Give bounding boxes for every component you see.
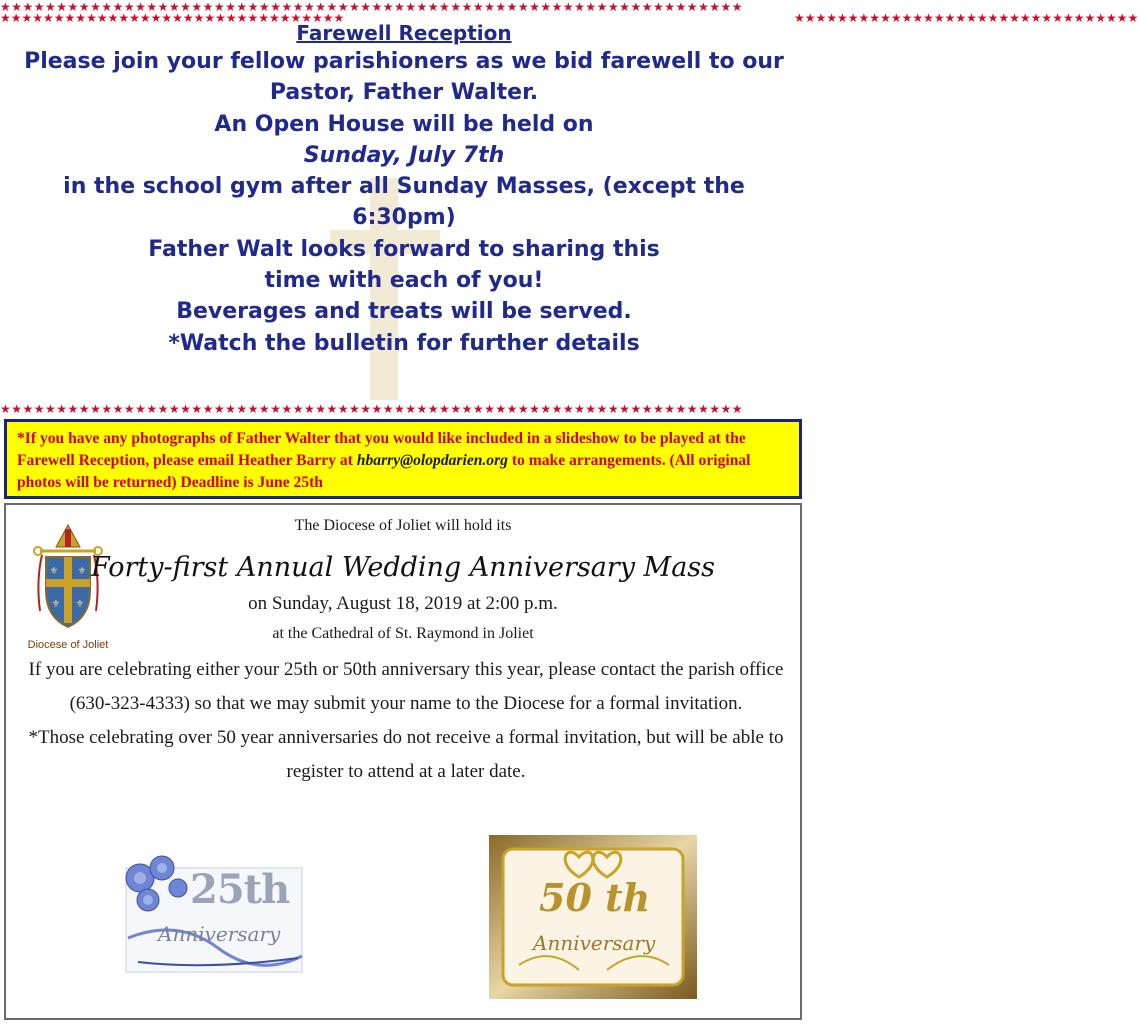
25th-anniversary-graphic — [118, 838, 308, 978]
farewell-line: in the school gym after all Sunday Masses, (except the — [63, 174, 745, 200]
star-border-left: ★★★★★★★★★★★★★★★★★★★★★★★★★★★★★★★★ — [0, 11, 345, 25]
star-border-right: ★★★★★★★★★★★★★★★★★★★★★★★★★★★★★★★★ — [794, 11, 1138, 25]
photo-request-notice — [4, 419, 802, 499]
anniversary-date: on Sunday, August 18, 2019 at 2:00 p.m. — [248, 593, 558, 614]
svg-text:⚜: ⚜ — [51, 599, 61, 610]
farewell-line: Pastor, Father Walter. — [269, 80, 539, 106]
anniversary-place: at the Cathedral of St. Raymond in Joliet — [272, 625, 534, 642]
farewell-title: Farewell Reception — [296, 21, 512, 45]
farewell-line: *Watch the bulletin for further details — [168, 330, 640, 356]
farewell-date: Sunday, July 7th — [303, 142, 505, 168]
badge-25-number: 25th — [190, 866, 290, 913]
svg-text:⚜: ⚜ — [75, 599, 85, 610]
farewell-line: 6:30pm) — [352, 205, 456, 231]
farewell-line: time with each of you! — [264, 268, 544, 294]
star-border-top: ★★★★★★★★★★★★★★★★★★★★★★★★★★★★★★★★★★★★★★★★★★★★★★★★★★★★★★★★★★★★★★★★★★ — [0, 0, 744, 14]
farewell-line: Father Walt looks forward to sharing this — [148, 236, 660, 262]
seal-label: Diocese of Joliet — [27, 639, 109, 651]
50th-anniversary-graphic — [489, 835, 697, 999]
badge-50-word: Anniversary — [533, 931, 656, 955]
badge-25-word: Anniversary — [158, 922, 281, 946]
farewell-line: An Open House will be held on — [214, 111, 594, 137]
farewell-line: Beverages and treats will be served. — [176, 299, 632, 325]
anniversary-paragraph: *Those celebrating over 50 year anniversaries do not receive a formal invitation, but will be able to register to attend at a later date. — [28, 727, 784, 782]
anniversary-intro: The Diocese of Joliet will hold its — [294, 517, 512, 534]
anniversary-paragraph: If you are celebrating either your 25th or 50th anniversary this year, please contact the parish office (630-323-4333) so that we may submit your name to the Diocese for a formal invitation. — [28, 659, 784, 714]
svg-text:⚜: ⚜ — [77, 566, 87, 577]
badge-50-number: 50 th — [539, 875, 651, 920]
farewell-line: Please join your fellow parishioners as we bid farewell to our — [24, 49, 784, 74]
farewell-text-block — [20, 14, 788, 359]
anniversary-body — [18, 653, 794, 789]
svg-text:⚜: ⚜ — [49, 566, 59, 577]
email-link[interactable]: hbarry@olopdarien.org — [356, 452, 508, 469]
anniversary-mass-box — [4, 503, 802, 1020]
notice-text: to make arrangements. (All original photos will be returned) Deadline is June 25th — [17, 452, 751, 491]
anniversary-title: Forty-first Annual Wedding Anniversary Mass — [90, 552, 716, 583]
notice-text: *If you have any photographs of Father Walter that you would like included in a slideshow to be played at the Farewell Reception, please email Heather Barry at — [17, 430, 746, 469]
farewell-reception-box — [0, 0, 1138, 418]
star-border-bottom: ★★★★★★★★★★★★★★★★★★★★★★★★★★★★★★★★★★★★★★★★★★★★★★★★★★★★★★★★★★★★★★★★★★ — [0, 402, 744, 416]
